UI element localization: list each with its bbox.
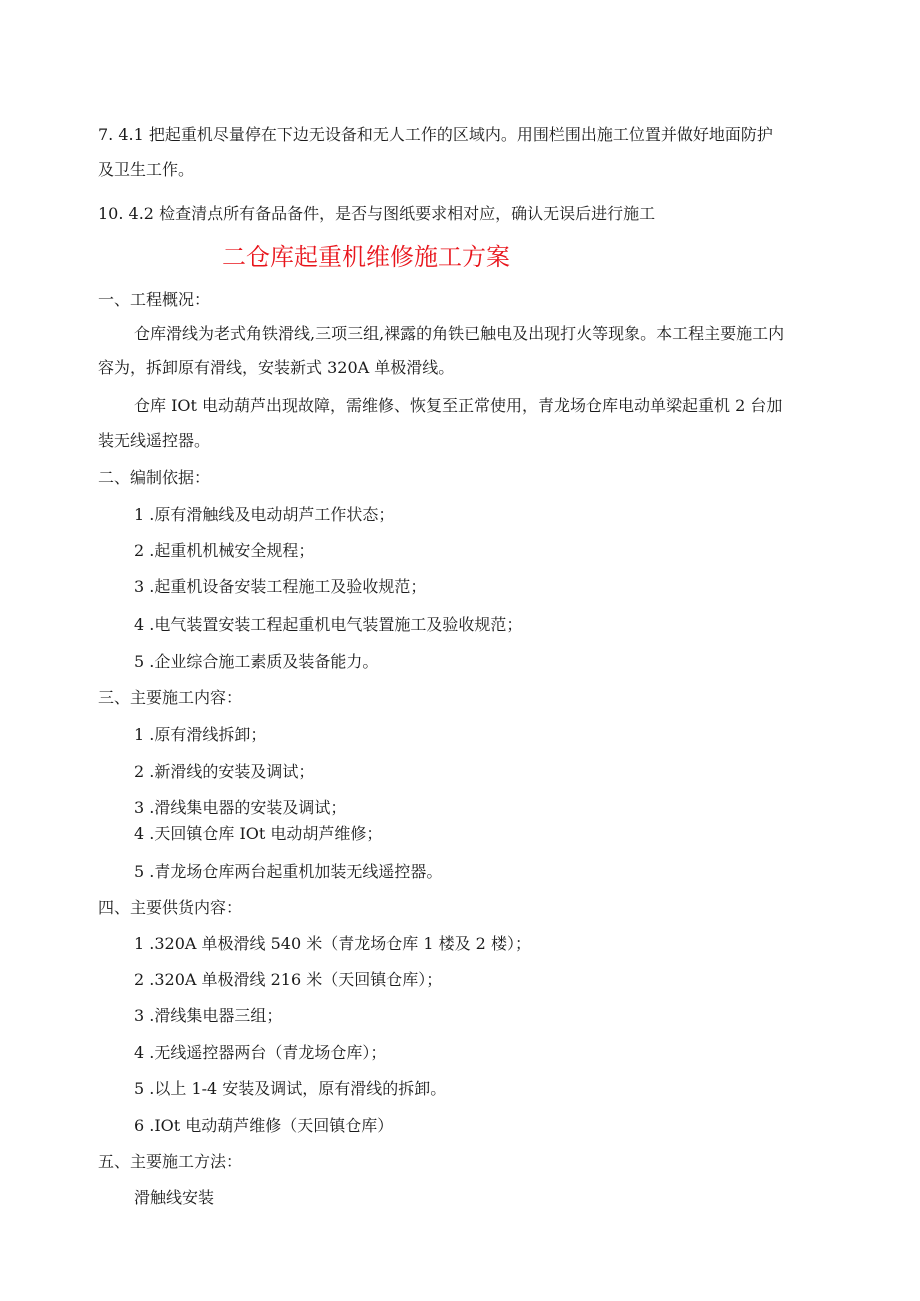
- section-2-item: 1 .原有滑触线及电动胡芦工作状态；: [134, 505, 395, 524]
- section-1-paragraph-1-line-2: 容为，拆卸原有滑线，安装新式 320A 单极滑线。: [98, 358, 455, 377]
- document-title: 二仓库起重机维修施工方案: [222, 243, 510, 271]
- section-3-item: 1 .原有滑线拆卸；: [134, 725, 267, 744]
- section-1-paragraph-1-line-1: 仓库滑线为老式角铁滑线,三项三组,裸露的角铁已触电及出现打火等现象。本工程主要施工内: [134, 324, 785, 343]
- intro-line-3: 10. 4.2 检查清点所有备品备件，是否与图纸要求相对应，确认无误后进行施工: [98, 204, 656, 223]
- section-2-heading: 二、编制依据：: [98, 468, 211, 487]
- section-4-item: 6 .IOt 电动葫芦维修（天回镇仓库）: [134, 1116, 394, 1135]
- section-3-item: 3 .滑线集电器的安装及调试；: [134, 798, 347, 817]
- section-5-heading: 五、主要施工方法：: [98, 1152, 243, 1171]
- section-4-item: 4 .无线遥控器两台（青龙场仓库）；: [134, 1043, 387, 1062]
- section-2-item: 5 .企业综合施工素质及装备能力。: [134, 652, 379, 671]
- section-3-item: 4 .天回镇仓库 IOt 电动胡芦维修；: [134, 824, 383, 843]
- section-4-heading: 四、主要供货内容：: [98, 898, 243, 917]
- section-1-heading: 一、工程概况：: [98, 290, 211, 309]
- section-4-item: 1 .320A 单极滑线 540 米（青龙场仓库 1 楼及 2 楼）；: [134, 934, 531, 953]
- intro-line-1: 7. 4.1 把起重机尽量停在下边无设备和无人工作的区域内。用围栏围出施工位置并做好地面防护: [98, 125, 773, 144]
- section-2-item: 3 .起重机设备安装工程施工及验收规范；: [134, 577, 427, 596]
- section-3-item: 5 .青龙场仓库两台起重机加装无线遥控器。: [134, 862, 443, 881]
- section-3-item: 2 .新滑线的安装及调试；: [134, 762, 315, 781]
- section-4-item: 2 .320A 单极滑线 216 米（天回镇仓库）；: [134, 970, 443, 989]
- section-4-item: 5 .以上 1-4 安装及调试，原有滑线的拆卸。: [134, 1079, 447, 1098]
- section-3-heading: 三、主要施工内容：: [98, 688, 243, 707]
- intro-line-2: 及卫生工作。: [98, 160, 195, 179]
- section-5-subheading: 滑触线安装: [134, 1188, 215, 1207]
- section-2-item: 4 .电气装置安装工程起重机电气装置施工及验收规范；: [134, 615, 523, 634]
- section-1-paragraph-2-line-2: 装无线遥控器。: [98, 431, 211, 450]
- section-1-paragraph-2-line-1: 仓库 IOt 电动葫芦出现故障，需维修、恢复至正常使用，青龙场仓库电动单梁起重机 2 台加: [134, 396, 783, 415]
- section-4-item: 3 .滑线集电器三组；: [134, 1006, 283, 1025]
- section-2-item: 2 .起重机机械安全规程；: [134, 541, 315, 560]
